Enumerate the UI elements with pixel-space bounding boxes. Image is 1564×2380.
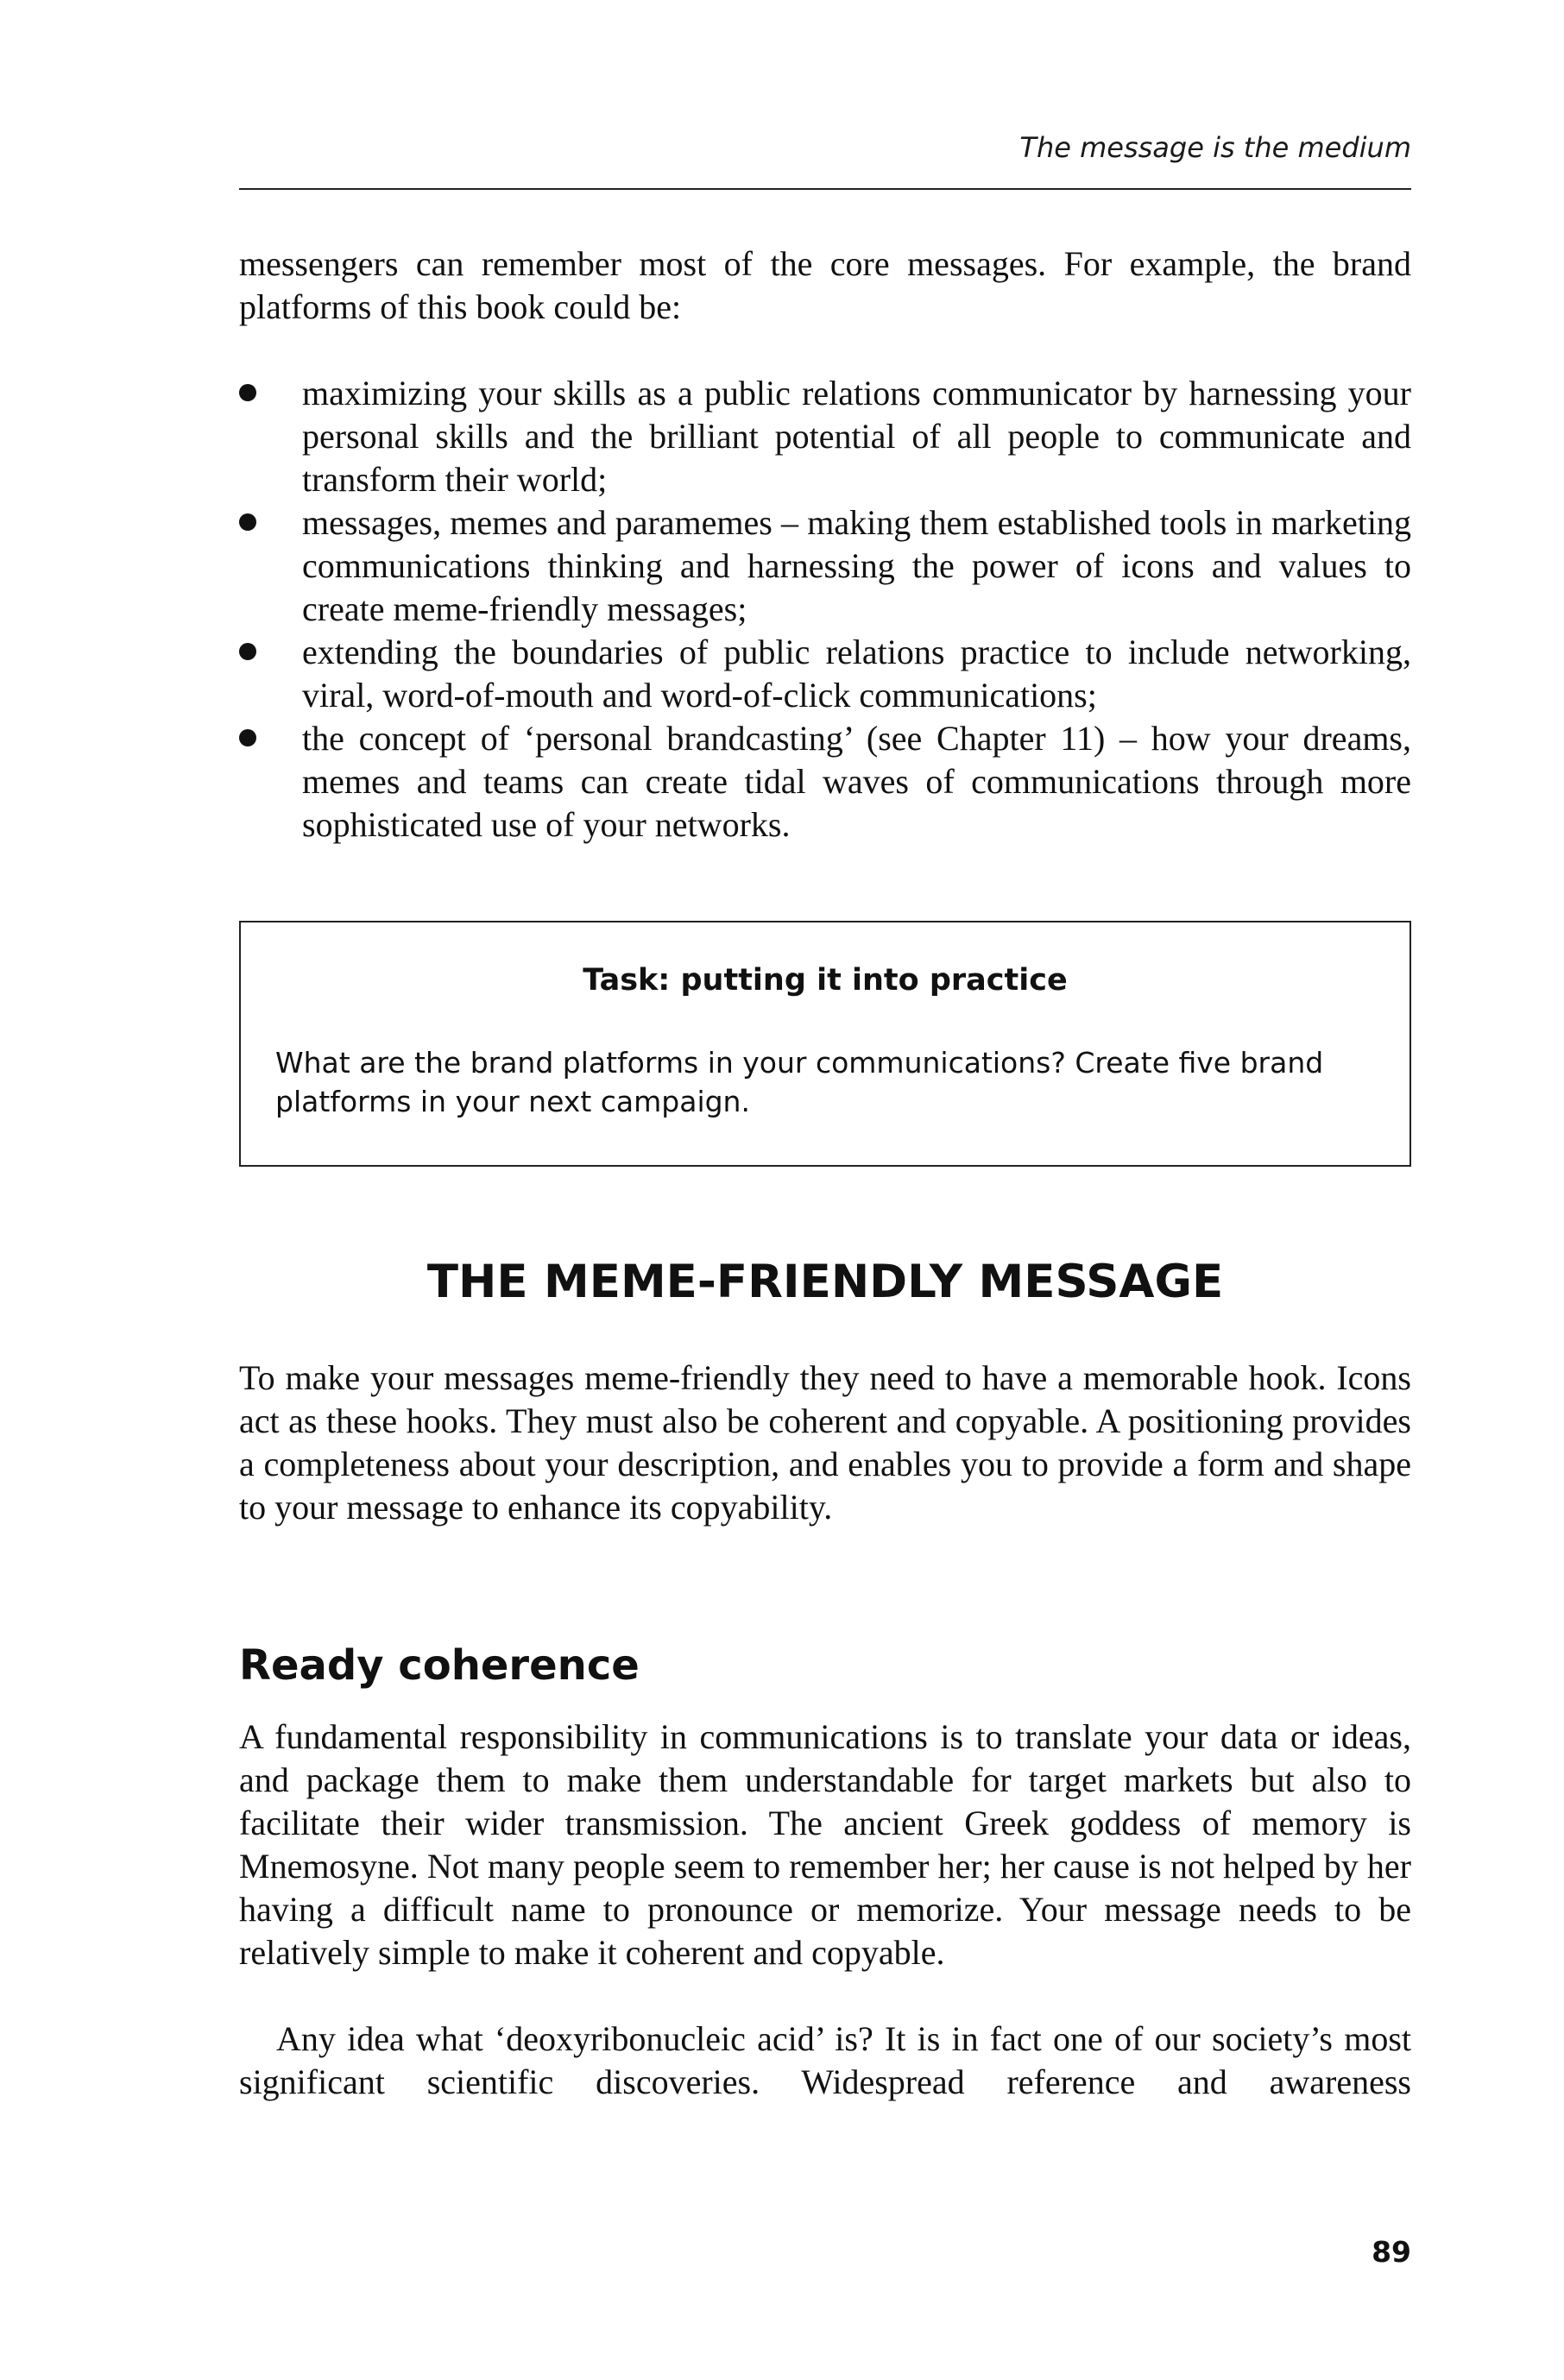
running-head: The message is the medium bbox=[1019, 131, 1411, 164]
list-item bbox=[239, 372, 1411, 501]
task-box-title: Task: putting it into practice bbox=[583, 963, 1068, 998]
task-box-body: What are the brand platforms in your communications? Create five brand platforms in your next campaign. bbox=[275, 1046, 1324, 1118]
list-item-text: the concept of ‘personal brandcasting’ (see Chapter 11) – how your dreams, memes and teams can create tidal waves of communications through more sophisticated use of your networks. bbox=[302, 719, 1411, 844]
header-rule bbox=[239, 188, 1411, 190]
list-item-text: messages, memes and paramemes – making them established tools in marketing communications thinking and harnessing the power of icons and values to create meme-friendly messages; bbox=[302, 503, 1411, 628]
bullet-icon bbox=[239, 729, 256, 746]
brand-platform-list bbox=[239, 372, 1411, 847]
list-item bbox=[239, 501, 1411, 631]
task-box bbox=[239, 921, 1411, 1167]
list-item bbox=[239, 631, 1411, 717]
bullet-icon bbox=[239, 643, 256, 660]
subsection-paragraph: A fundamental responsibility in communications is to translate your data or ideas, and package them to make them understandable for target markets but also to facilitate their wider transmission. The ancient Greek goddess of memory is Mnemosyne. Not many people seem to remember her; her cause is not helped by her having a difficult name to pronounce or memorize. Your message needs to be relatively simple to make it coherent and copyable. bbox=[239, 1717, 1411, 1972]
section-heading: THE MEME-FRIENDLY MESSAGE bbox=[426, 1256, 1224, 1308]
subsection-paragraph-continued: Any idea what ‘deoxyribonucleic acid’ is? It is in fact one of our society’s most significant scientific discoveries. Widespread reference and awareness bbox=[239, 2019, 1411, 2101]
bullet-icon bbox=[239, 384, 256, 401]
intro-paragraph: messengers can remember most of the core messages. For example, the brand platforms of this book could be: bbox=[239, 244, 1411, 326]
section-paragraph: To make your messages meme-friendly they need to have a memorable hook. Icons act as these hooks. They must also be coherent and copyable. A positioning provides a completeness about your description, and enables you to provide a form and shape to your message to enhance its copyability. bbox=[239, 1358, 1411, 1527]
page-number: 89 bbox=[1372, 2235, 1411, 2269]
subsection-heading: Ready coherence bbox=[239, 1641, 640, 1690]
bullet-icon bbox=[239, 513, 256, 531]
book-page bbox=[239, 0, 1411, 2380]
list-item bbox=[239, 717, 1411, 847]
list-item-text: maximizing your skills as a public relations communicator by harnessing your personal skills and the brilliant potential of all people to communicate and transform their world; bbox=[302, 374, 1411, 499]
list-item-text: extending the boundaries of public relations practice to include networking, viral, word-of-mouth and word-of-click communications; bbox=[302, 633, 1411, 715]
